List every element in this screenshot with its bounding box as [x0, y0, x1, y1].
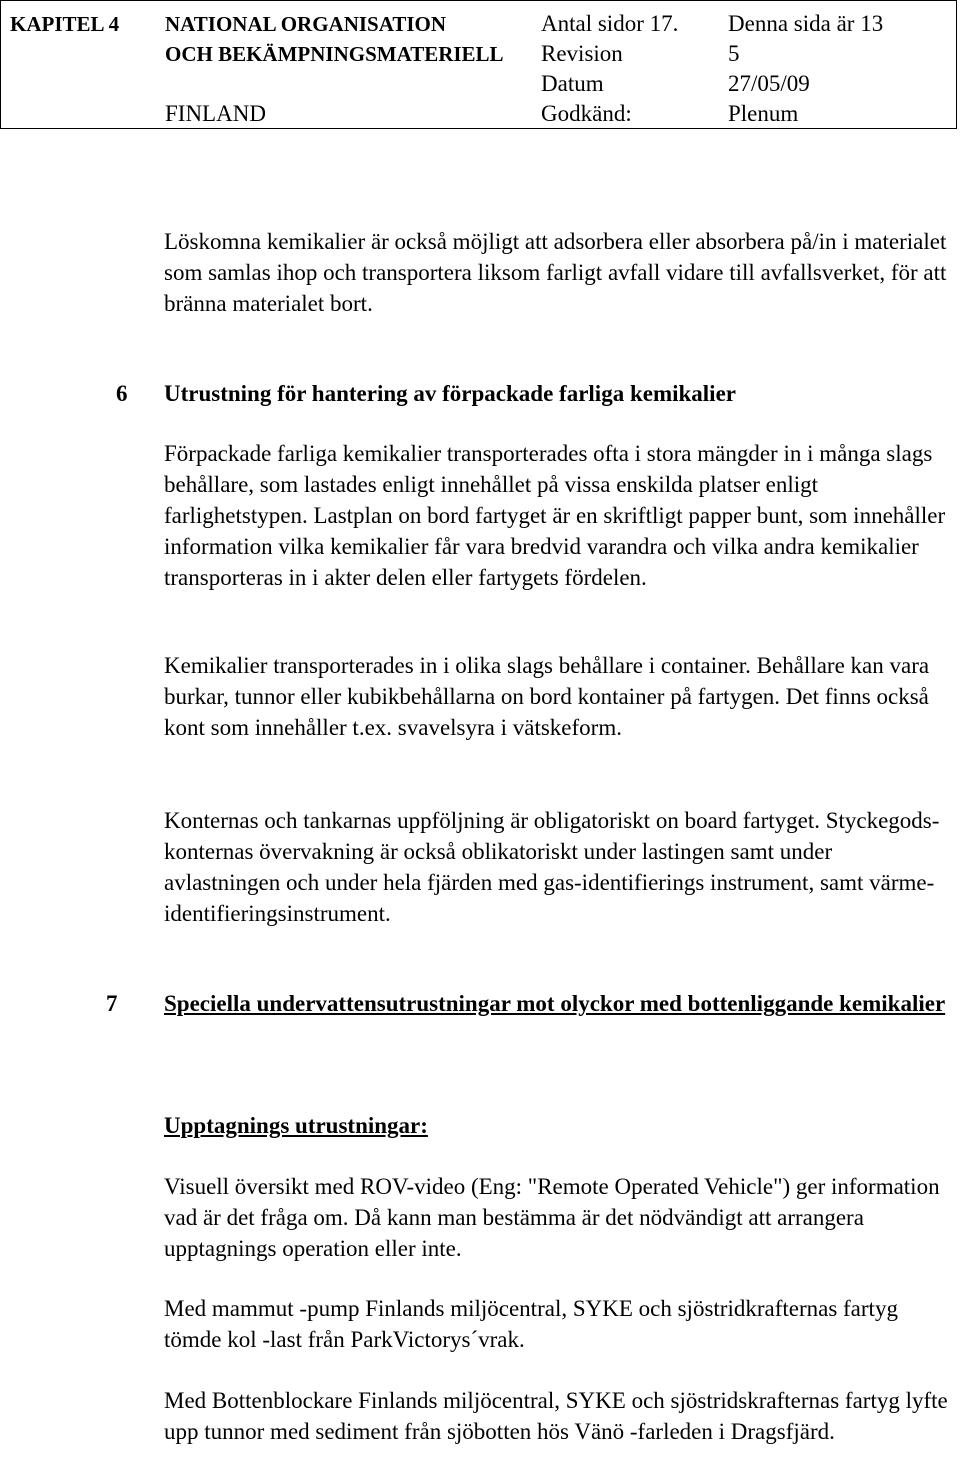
- org-line-2: OCH BEKÄMPNINGSMATERIELL: [165, 42, 504, 66]
- section-6-paragraph-3: Konternas och tankarnas uppföljning är obligatoriskt on board fartyget. Styckegods- konternas övervakning är också oblikatoriskt under lastingen samt under avlastningen och under hela fjärden med gas-identifierings instrument, samt värme- identifieringsinstrument.: [164, 808, 940, 926]
- date-label: Datum: [541, 71, 604, 96]
- this-page-number: Denna sida är 13: [728, 11, 884, 36]
- section-6-paragraph-2: Kemikalier transporterades in i olika slags behållare i container. Behållare kan vara burkar, tunnor eller kubikbehållarna on bord kontainer på fartygen. Det finns också kont som innehåller t.ex. svavelsyra i vätskeform.: [164, 653, 930, 740]
- section-7-subheading: Upptagnings utrustningar:: [164, 1113, 428, 1138]
- section-7-paragraph-1: Visuell översikt med ROV-video (Eng: "Remote Operated Vehicle") ger information vad är det fråga om. Då kann man bestämma är det nödvändigt att arrangera upptagnings operation eller inte.: [164, 1174, 940, 1261]
- section-7-paragraph-3: Med Bottenblockare Finlands miljöcentral, SYKE och sjöstridskrafternas fartyg lyfte upp tunnor med sediment från sjöbotten hös Vänö -farleden i Dragsfjärd.: [164, 1388, 948, 1444]
- section-7-title: Speciella undervattensutrustningar mot olyckor med bottenliggande kemikalier: [164, 991, 946, 1016]
- document-header: [0, 0, 957, 129]
- approved-label: Godkänd:: [541, 101, 632, 126]
- org-line-3: FINLAND: [165, 101, 266, 126]
- revision-value: 5: [728, 41, 740, 66]
- revision-label: Revision: [541, 41, 623, 66]
- org-line-1: NATIONAL ORGANISATION: [165, 12, 447, 36]
- section-6-title: Utrustning för hantering av förpackade farliga kemikalier: [164, 381, 736, 406]
- approved-value: Plenum: [728, 101, 799, 126]
- section-6-paragraph-1: Förpackade farliga kemikalier transporterades ofta i stora mängder in i många slags behållare, som lastades enligt innehållet på vissa enskilda platser enligt farlighetstypen. Lastplan on bord fartyget är en skriftligt papper bunt, som innehåller information vilka kemikalier får vara bredvid varandra och vilka andra kemikalier transporteras in i akter delen eller fartygets fördelen.: [164, 441, 946, 590]
- section-7-number: 7: [106, 991, 118, 1016]
- pages-count: Antal sidor 17.: [541, 11, 679, 36]
- date-value: 27/05/09: [728, 71, 810, 96]
- intro-paragraph: Löskomna kemikalier är också möjligt att adsorbera eller absorbera på/in i materialet som samlas ihop och transportera liksom farligt avfall vidare till avfallsverket, för att bränna materialet bort.: [164, 229, 947, 316]
- section-7-paragraph-2: Med mammut -pump Finlands miljöcentral, SYKE och sjöstridkrafternas fartyg tömde kol -last från ParkVictorys´vrak.: [164, 1296, 898, 1352]
- section-6-number: 6: [116, 381, 128, 406]
- chapter-label: KAPITEL 4: [10, 12, 120, 36]
